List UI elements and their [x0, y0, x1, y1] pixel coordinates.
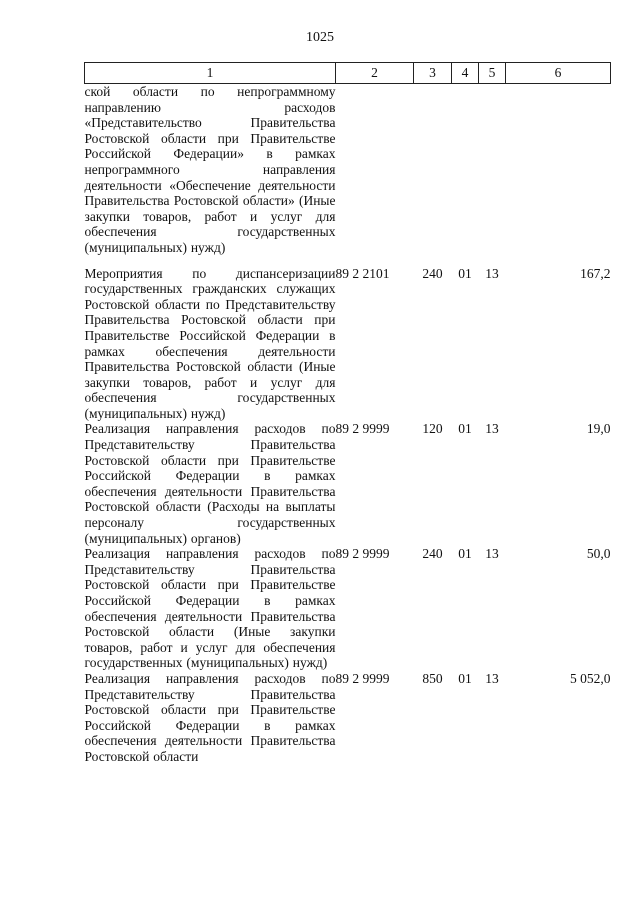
row-type: 240: [422, 265, 443, 281]
row-subsection: 13: [485, 546, 499, 562]
row-section: 01: [458, 265, 472, 281]
header-col-2: 2: [336, 63, 414, 84]
header-col-4: 4: [452, 63, 479, 84]
row-type: 850: [422, 670, 443, 686]
table-row: [85, 671, 611, 765]
table-row: [85, 266, 611, 422]
header-col-5: 5: [479, 63, 506, 84]
row-type: [414, 84, 452, 266]
row-amount: 19,0: [586, 421, 611, 437]
row-subsection: 13: [485, 421, 499, 437]
table-row: [85, 546, 611, 671]
table-row: [85, 84, 611, 266]
row-code: [336, 84, 414, 266]
row-code: 89 2 2101: [335, 265, 390, 281]
row-subsection: [479, 84, 506, 266]
row-section: [452, 84, 479, 266]
row-subsection: 13: [485, 670, 499, 686]
row-subsection: 13: [485, 265, 499, 281]
row-description: Реализация направления расходов по Представительству Правительства Ростовской области при Правительстве Российской Федерации в рамках обеспечения деятельности Правительства Ростовской области (Иные закупки товаров, работ и услуг для обеспечения государственных (муниципальных) нужд): [84, 546, 336, 671]
row-code: 89 2 9999: [335, 421, 390, 437]
row-amount: 167,2: [580, 265, 611, 281]
row-amount: 5 052,0: [570, 670, 611, 686]
row-section: 01: [458, 546, 472, 562]
header-col-1: 1: [85, 63, 336, 84]
row-type: 240: [422, 546, 443, 562]
row-description: ской области по непрограммному направлению расходов «Представительство Правительства Ростовской области при Правительстве Российской Федерации» в рамках непрограммного направления деятельности «Обеспечение деятельности Правительства Ростовской области» (Иные закупки товаров, работ и услуг для обеспечения государственных (муниципальных) нужд): [84, 84, 336, 255]
page-number: 1025: [306, 30, 334, 45]
row-code: 89 2 9999: [335, 670, 390, 686]
row-code: 89 2 9999: [335, 546, 390, 562]
header-col-3: 3: [414, 63, 452, 84]
row-section: 01: [458, 421, 472, 437]
row-description: Реализация направления расходов по Представительству Правительства Ростовской области при Правительстве Российской Федерации в рамках обеспечения деятельности Правительства Ростовской области (Расходы на выплаты персоналу государственных (муниципальных) органов): [84, 421, 336, 546]
budget-table: [84, 62, 611, 765]
row-description: Мероприятия по диспансеризации государственных гражданских служащих Ростовской области по Представительству Правительства Ростовской области при Правительстве Российской Федерации в рамках обеспечения деятельности Правительства Ростовской области (Иные закупки товаров, работ и услуг для обеспечения государственных (муниципальных) нужд): [84, 265, 336, 421]
row-type: 120: [422, 421, 443, 437]
header-col-6: 6: [506, 63, 611, 84]
row-amount: 50,0: [586, 546, 611, 562]
row-section: 01: [458, 670, 472, 686]
table-row: [85, 421, 611, 546]
row-description: Реализация направления расходов по Представительству Правительства Ростовской области при Правительстве Российской Федерации в рамках обеспечения деятельности Правительства Ростовской области: [84, 670, 336, 764]
header-row: [85, 63, 611, 84]
row-amount: [506, 84, 611, 266]
